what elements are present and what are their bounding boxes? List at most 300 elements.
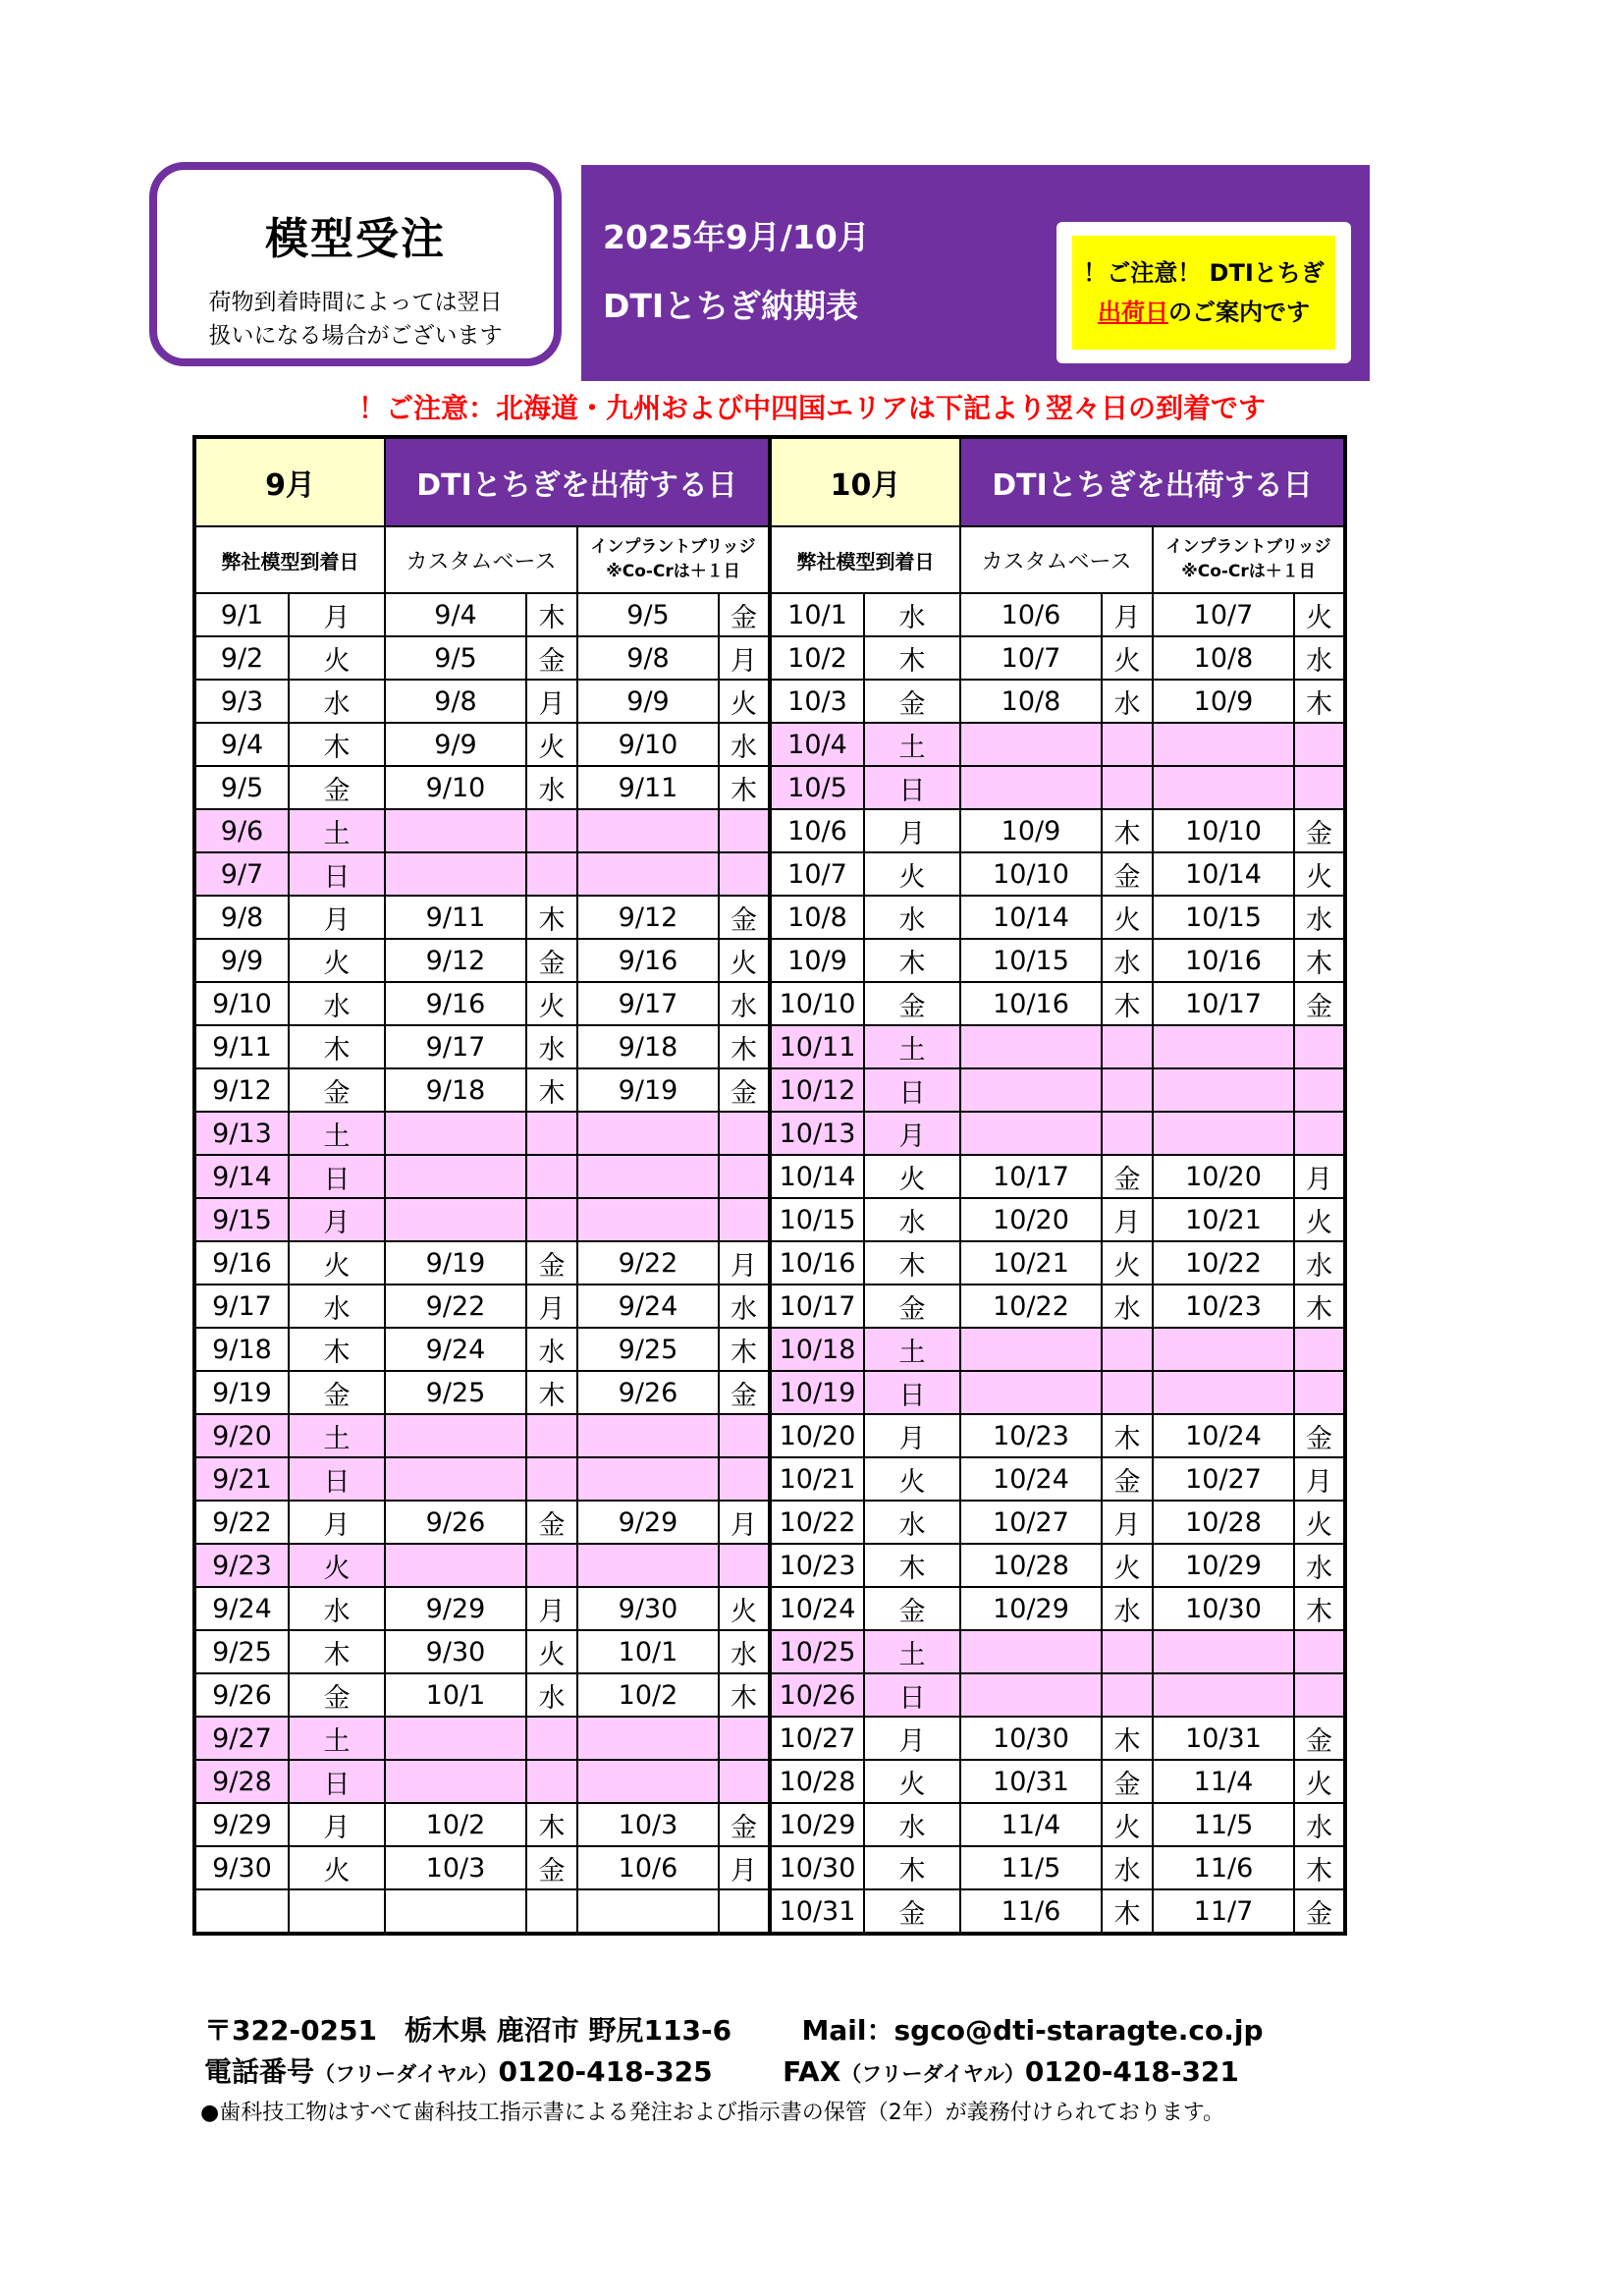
table-cell [719,1155,770,1198]
table-cell: 金 [289,1371,385,1414]
footer-phone-line [204,2050,1239,2090]
table-cell: 10/5 [770,766,864,809]
table-cell: 水 [1102,939,1153,982]
table-cell: 日 [864,766,960,809]
table-cell [719,1717,770,1760]
table-cell [385,1198,526,1241]
table-cell: 火 [289,636,385,680]
table-cell: 木 [526,593,577,636]
table-cell: 10/2 [385,1803,526,1846]
table-row [194,1414,1345,1457]
table-cell: 9/16 [194,1241,289,1285]
table-cell: 木 [526,896,577,939]
table-cell: 火 [1102,1803,1153,1846]
table-cell [385,1414,526,1457]
table-cell: 土 [864,1630,960,1673]
table-cell: 9/24 [385,1328,526,1371]
table-cell: 木 [1294,680,1345,723]
table-cell: 火 [1294,593,1345,636]
table-cell [526,1198,577,1241]
september-implant-header [577,526,770,593]
table-cell: 9/9 [385,723,526,766]
table-cell: 10/16 [770,1241,864,1285]
table-cell: 水 [1102,1285,1153,1328]
table-cell: 9/5 [577,593,719,636]
table-cell [719,809,770,852]
table-cell: 10/6 [960,593,1102,636]
table-cell [526,809,577,852]
table-cell: 木 [1102,1889,1153,1934]
address: 〒322-0251 栃木県 鹿沼市 野尻113-6 [204,2014,732,2047]
table-cell: 金 [526,939,577,982]
schedule-table [192,435,1347,1936]
table-cell: 9/14 [194,1155,289,1198]
table-cell: 土 [864,723,960,766]
table-cell: 月 [1294,1457,1345,1501]
table-cell: 10/18 [770,1328,864,1371]
table-cell [960,1630,1102,1673]
table-cell: 水 [1294,636,1345,680]
table-cell [385,1112,526,1155]
table-cell: 金 [864,1587,960,1630]
table-cell: 11/5 [960,1846,1102,1889]
table-cell: 9/10 [385,766,526,809]
table-cell: 9/13 [194,1112,289,1155]
fax-note: （フリーダイヤル） [840,2062,1025,2086]
table-cell: 金 [289,1673,385,1717]
fax-label: FAX [783,2055,841,2088]
table-row [194,1846,1345,1889]
table-cell: 10/15 [960,939,1102,982]
table-cell: 9/30 [577,1587,719,1630]
table-cell: 10/10 [770,982,864,1025]
table-cell: 9/25 [385,1371,526,1414]
table-cell: 月 [289,896,385,939]
table-cell [385,1760,526,1803]
table-cell: 10/13 [770,1112,864,1155]
table-cell: 火 [864,1155,960,1198]
table-cell: 火 [526,723,577,766]
table-cell: 金 [719,1803,770,1846]
table-cell: 9/15 [194,1198,289,1241]
table-row [194,982,1345,1025]
table-cell: 10/17 [1153,982,1294,1025]
table-cell: 金 [526,1241,577,1285]
table-cell: 木 [719,766,770,809]
table-cell [526,1760,577,1803]
table-cell: 木 [1294,1587,1345,1630]
table-cell [1102,1630,1153,1673]
table-row [194,1717,1345,1760]
table-cell [1294,1673,1345,1717]
table-row [194,636,1345,680]
table-row [194,766,1345,809]
table-cell: 月 [289,593,385,636]
table-cell: 9/25 [194,1630,289,1673]
table-cell [577,1112,719,1155]
notice-inner [1072,236,1335,350]
table-cell: 10/31 [770,1889,864,1934]
table-cell: 火 [1294,1501,1345,1544]
table-cell: 月 [719,1501,770,1544]
table-row [194,1760,1345,1803]
table-cell [385,1544,526,1587]
table-row [194,1112,1345,1155]
table-cell [960,1025,1102,1068]
table-row [194,1328,1345,1371]
table-cell: 月 [289,1198,385,1241]
table-cell [1153,1025,1294,1068]
table-cell: 水 [526,1025,577,1068]
table-cell: 10/27 [1153,1457,1294,1501]
table-cell: 木 [864,1544,960,1587]
notice-rest: のご案内です [1168,299,1310,326]
table-cell [1102,1112,1153,1155]
table-cell: 10/8 [770,896,864,939]
table-row [194,1673,1345,1717]
table-cell: 9/30 [385,1630,526,1673]
table-row [194,1025,1345,1068]
table-cell: 土 [864,1025,960,1068]
table-cell [385,1155,526,1198]
table-cell: 10/8 [960,680,1102,723]
table-row [194,1285,1345,1328]
table-cell: 9/5 [385,636,526,680]
table-cell: 10/21 [770,1457,864,1501]
table-cell: 9/22 [194,1501,289,1544]
banner-period: 2025年9月/10月 [603,218,870,256]
table-cell: 水 [864,1198,960,1241]
table-cell [526,852,577,896]
table-cell: 火 [1102,636,1153,680]
table-cell: 9/18 [194,1328,289,1371]
table-cell: 9/5 [194,766,289,809]
table-cell: 水 [1294,1241,1345,1285]
table-cell: 10/9 [1153,680,1294,723]
table-cell [577,1544,719,1587]
table-cell: 10/29 [1153,1544,1294,1587]
table-cell: 月 [1294,1155,1345,1198]
table-cell: 10/1 [770,593,864,636]
table-row [194,1068,1345,1112]
table-cell: 9/23 [194,1544,289,1587]
table-cell [719,1457,770,1501]
banner-title: DTIとちぎ納期表 [603,287,859,325]
table-cell: 9/21 [194,1457,289,1501]
table-cell: 10/25 [770,1630,864,1673]
table-cell: 10/31 [1153,1717,1294,1760]
table-cell: 10/24 [960,1457,1102,1501]
september-custom-header: カスタムベース [385,526,577,593]
order-note-line2: 扱いになる場合がございます [208,323,503,349]
table-cell: 10/22 [960,1285,1102,1328]
table-cell: 11/4 [1153,1760,1294,1803]
table-cell [526,1414,577,1457]
table-cell: 9/30 [194,1846,289,1889]
table-cell [960,766,1102,809]
table-cell: 日 [864,1068,960,1112]
table-cell: 10/11 [770,1025,864,1068]
table-cell: 火 [1102,1241,1153,1285]
table-cell: 10/20 [1153,1155,1294,1198]
table-cell: 9/27 [194,1717,289,1760]
table-cell: 水 [719,1630,770,1673]
table-cell [577,1717,719,1760]
table-cell: 火 [719,939,770,982]
table-cell: 月 [719,1241,770,1285]
table-cell: 10/30 [770,1846,864,1889]
table-cell: 10/10 [960,852,1102,896]
table-cell: 10/9 [770,939,864,982]
table-cell: 10/15 [1153,896,1294,939]
table-cell [960,723,1102,766]
table-cell: 10/30 [1153,1587,1294,1630]
table-cell: 水 [1294,896,1345,939]
table-cell: 10/14 [770,1155,864,1198]
table-cell: 火 [1294,1198,1345,1241]
table-cell [1153,1371,1294,1414]
table-cell: 土 [289,1717,385,1760]
september-header: 9月 [194,437,385,526]
table-header-row [194,437,1345,526]
table-cell: 10/15 [770,1198,864,1241]
table-cell: 9/6 [194,809,289,852]
table-cell [385,1717,526,1760]
table-subheader-row [194,526,1345,593]
table-cell: 木 [526,1068,577,1112]
table-cell: 10/9 [960,809,1102,852]
table-row [194,1198,1345,1241]
table-cell: 火 [289,939,385,982]
footer-address-line [204,2009,1264,2049]
table-cell: 9/28 [194,1760,289,1803]
table-cell: 金 [1102,1155,1153,1198]
table-cell: 9/17 [577,982,719,1025]
implant-header-line1: インプラントブリッジ [590,537,756,557]
table-cell [526,1889,577,1934]
notice-line1: ！ご注意！ DTIとちぎ [1083,259,1325,287]
table-cell: 木 [289,723,385,766]
table-cell: 10/7 [960,636,1102,680]
table-cell [1102,723,1153,766]
table-cell: 11/6 [1153,1846,1294,1889]
table-cell: 10/22 [1153,1241,1294,1285]
table-cell [577,1155,719,1198]
table-row [194,1889,1345,1934]
table-cell [719,1544,770,1587]
table-cell: 木 [864,1846,960,1889]
october-custom-header: カスタムベース [960,526,1153,593]
table-cell: 10/24 [1153,1414,1294,1457]
table-cell: 10/23 [770,1544,864,1587]
table-cell: 月 [526,1587,577,1630]
table-cell [960,1328,1102,1371]
table-cell: 月 [864,809,960,852]
table-cell: 木 [1102,1717,1153,1760]
table-cell: 金 [1102,852,1153,896]
table-cell: 10/23 [960,1414,1102,1457]
table-cell: 9/10 [577,723,719,766]
table-cell: 10/17 [770,1285,864,1328]
table-cell: 木 [289,1328,385,1371]
table-cell: 木 [1294,1846,1345,1889]
table-row [194,939,1345,982]
notice-box [1056,222,1351,363]
order-note-line1: 荷物到着時間によっては翌日 [208,290,503,315]
table-cell: 9/10 [194,982,289,1025]
table-cell: 土 [864,1328,960,1371]
table-cell: 9/24 [577,1285,719,1328]
table-cell [1294,1025,1345,1068]
table-cell: 金 [864,680,960,723]
table-cell [1102,1025,1153,1068]
table-cell: 木 [864,1241,960,1285]
table-cell: 10/29 [770,1803,864,1846]
october-implant-header [1153,526,1345,593]
table-cell: 木 [289,1025,385,1068]
table-cell: 木 [526,1371,577,1414]
table-cell: 10/3 [577,1803,719,1846]
table-cell [1153,766,1294,809]
table-cell: 9/18 [385,1068,526,1112]
table-cell: 月 [719,1846,770,1889]
table-cell: 木 [1294,1285,1345,1328]
table-cell: 9/1 [194,593,289,636]
table-cell: 10/14 [960,896,1102,939]
table-cell: 水 [1294,1803,1345,1846]
table-cell: 水 [719,723,770,766]
table-cell: 火 [526,982,577,1025]
table-cell [719,1112,770,1155]
implant-header-line2: ※Co-Crは＋１日 [1181,562,1316,581]
table-cell: 火 [289,1544,385,1587]
table-cell: 月 [864,1414,960,1457]
table-cell: 金 [526,1846,577,1889]
table-cell [1294,766,1345,809]
region-warning: ！ご注意：北海道・九州および中四国エリアは下記より翌々日の到着です [357,392,1266,424]
table-row [194,852,1345,896]
table-cell: 木 [289,1630,385,1673]
table-cell: 10/22 [770,1501,864,1544]
table-cell [960,1112,1102,1155]
table-cell: 10/16 [1153,939,1294,982]
notice-ship-day: 出荷日 [1098,299,1168,326]
table-cell: 9/3 [194,680,289,723]
table-cell: 10/12 [770,1068,864,1112]
table-cell: 9/12 [194,1068,289,1112]
table-cell [577,1889,719,1934]
table-cell: 9/19 [577,1068,719,1112]
table-cell: 水 [289,680,385,723]
october-arrival-header: 弊社模型到着日 [770,526,960,593]
table-row [194,1544,1345,1587]
table-cell: 金 [719,896,770,939]
table-cell [1294,1328,1345,1371]
table-cell [1294,1630,1345,1673]
footer-note: ●歯科技工物はすべて歯科技工指示書による発注および指示書の保管（2年）が義務付けられております。 [200,2101,1224,2125]
table-cell: 9/7 [194,852,289,896]
table-row [194,896,1345,939]
table-cell: 金 [864,1889,960,1934]
table-cell: 10/29 [960,1587,1102,1630]
order-box [149,162,562,366]
table-cell: 10/2 [577,1673,719,1717]
table-cell: 水 [526,1673,577,1717]
table-cell: 水 [289,1587,385,1630]
table-cell [577,1414,719,1457]
table-cell [577,809,719,852]
table-row [194,1587,1345,1630]
table-cell: 水 [864,1803,960,1846]
table-cell: 木 [526,1803,577,1846]
table-cell: 金 [526,1501,577,1544]
table-cell [960,1673,1102,1717]
fax-number: 0120-418-321 [1024,2055,1239,2088]
tel-label: 電話番号 [204,2055,315,2088]
table-cell [577,1457,719,1501]
table-row [194,1371,1345,1414]
table-cell: 10/17 [960,1155,1102,1198]
table-cell [577,1760,719,1803]
table-cell: 9/25 [577,1328,719,1371]
table-cell: 月 [289,1501,385,1544]
table-cell [1153,1630,1294,1673]
table-cell: 9/2 [194,636,289,680]
table-cell [526,1717,577,1760]
table-cell: 金 [1294,809,1345,852]
table-cell [960,1068,1102,1112]
table-row [194,593,1345,636]
table-cell: 9/29 [577,1501,719,1544]
table-cell: 月 [526,1285,577,1328]
table-cell [1153,723,1294,766]
table-cell [960,1371,1102,1414]
table-cell [1153,1673,1294,1717]
table-cell [385,809,526,852]
table-cell: 9/11 [385,896,526,939]
table-cell: 10/19 [770,1371,864,1414]
table-cell: 火 [1102,896,1153,939]
table-cell: 9/12 [385,939,526,982]
table-cell [1102,766,1153,809]
table-cell [1153,1112,1294,1155]
table-cell [1294,1068,1345,1112]
table-row [194,1155,1345,1198]
october-ship-header: DTIとちぎを出荷する日 [960,437,1345,526]
table-cell: 火 [289,1846,385,1889]
table-cell: 10/3 [385,1846,526,1889]
table-cell: 9/26 [194,1673,289,1717]
table-row [194,1241,1345,1285]
table-cell [385,1889,526,1934]
table-cell: 木 [719,1328,770,1371]
tel-note: （フリーダイヤル） [314,2062,499,2086]
table-cell: 水 [289,982,385,1025]
table-cell [719,1414,770,1457]
table-cell: 11/6 [960,1889,1102,1934]
table-cell [719,1760,770,1803]
table-cell: 木 [1102,1414,1153,1457]
table-cell: 日 [289,1155,385,1198]
table-cell: 木 [1294,939,1345,982]
table-cell: 10/8 [1153,636,1294,680]
table-cell: 金 [1294,982,1345,1025]
table-cell: 金 [289,1068,385,1112]
table-cell: 金 [1294,1414,1345,1457]
table-cell: 10/27 [770,1717,864,1760]
table-cell: 水 [719,1285,770,1328]
table-cell [289,1889,385,1934]
